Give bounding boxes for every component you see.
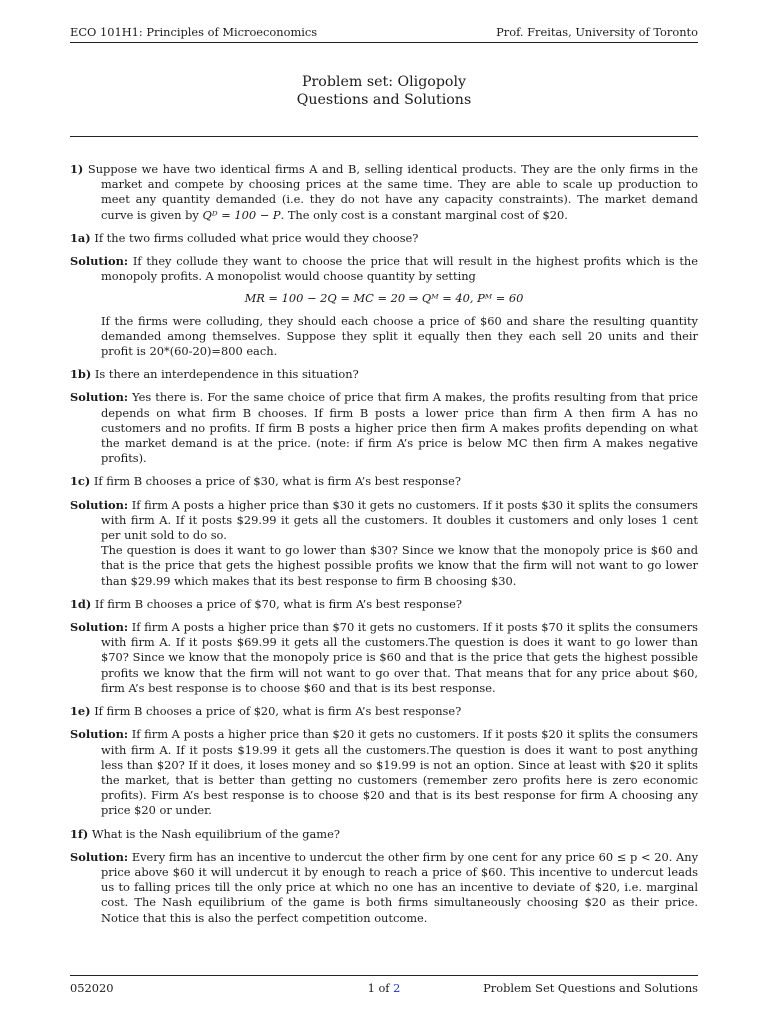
question-1d-number: 1d) [70,596,92,611]
question-1a-number: 1a) [70,230,91,245]
question-1e-text: If firm B chooses a price of $20, what is firm A’s best response? [94,704,462,719]
question-1b [70,367,698,382]
solution-1a-text: If they collude they want to choose the price that will result in the highest profits which is the monopoly profits. A monopolist would choose quantity by setting [101,254,698,284]
page-total-link[interactable]: 2 [393,981,401,995]
question-1c [70,474,698,489]
question-1d-text: If firm B chooses a price of $70, what is firm A’s best response? [94,596,462,611]
solution-1e [70,727,698,818]
document-title [70,73,698,109]
running-header [70,24,698,43]
question-1a-text: If the two firms colluded what price would they choose? [94,230,419,245]
solution-1c-text-2: The question is does it want to go lower than $30? Since we know that the monopoly price is $60 and that is the price that gets the highest possible profits we know that the firm will not want to go lower than $29.99 which makes that its best response to firm B choosing $30. [101,543,698,588]
question-1f-text: What is the Nash equilibrium of the game? [91,826,340,841]
solution-1b [70,390,698,466]
solution-1e-text: If firm A posts a higher price than $20 it gets no customers. If it posts $20 it splits the consumers with firm A. If it posts $19.99 it gets all the customers.The question is does it want to post anything less than $20? If it does, it loses money and so $19.99 is not an option. Since at least with $20 it splits the market, that is better than getting no customers (remember zero profits here is zero economic profits). Firm A’s best response is to choose $20 and that is its best response for firm A choosing any price $20 or under. [101,727,698,818]
solution-1f [70,850,698,926]
question-1-text: Suppose we have two identical firms A and B, selling identical products. They are the only firms in the market and compete by choosing prices at the same time. They are able to scale up production to meet any quantity demanded (i.e. they do not have any capacity constraints). The market demand curve is given by [87,162,698,222]
title-line-2: Questions and Solutions [296,92,472,108]
solution-1d-label: Solution: [70,620,129,635]
solution-1a-text-2: If the firms were colluding, they should each choose a price of $60 and share the resulting quantity demanded among themselves. Suppose they split it equally then they each sell 20 units and their profit is 20*(60-20)=800 each. [101,313,698,359]
question-1f [70,827,698,842]
monopoly-equation: MR = 100 − 2Q = MC = 20 ⇒ Qᴹ = 40, Pᴹ = 60 [244,291,524,306]
question-1c-text: If firm B chooses a price of $30, what is firm A’s best response? [93,474,461,489]
demand-equation: Qᴰ = 100 − P [202,207,281,222]
question-1e [70,704,698,719]
solution-1b-text: Yes there is. For the same choice of price that firm A makes, the profits resulting from that price depends on what firm B chooses. If firm B posts a lower price than firm A then firm A has no customers and no profits. If firm B posts a higher price then firm A makes profits depending on what the market demand is at the price. (note: if firm A’s price is below MC then firm A makes negative profits). [101,390,698,466]
page-of: of [378,981,390,995]
solution-1a [70,254,698,359]
question-1 [70,162,698,223]
question-1-number: 1) [70,162,84,176]
instructor-name: Prof. Freitas, University of Toronto [496,25,698,39]
solution-1c [70,498,698,589]
solution-1f-text: Every firm has an incentive to undercut the other firm by one cent for any price 60 ≤ p < 20. Any price above $60 it will undercut it by enough to reach a price of $60. This incentive to undercut leads us to falling prices till the only price at which no one has an incentive to deviate of $20, i.e. marginal cost. The Nash equilibrium of the game is both firms simultaneously choosing $20 as their price. Notice that this is also the perfect competition outcome. [101,849,699,925]
page-current: 1 [367,981,375,995]
question-1d [70,597,698,612]
solution-1c-label: Solution: [70,497,129,512]
solution-1d-text: If firm A posts a higher price than $70 it gets no customers. If it posts $70 it splits the consumers with firm A. If it posts $69.99 it gets all the customers.The question is does it want to go lower than $70? Since we know that the monopoly price is $60 and that is the price that gets the highest possible profits we know that the firm will not want to go over that. That means that for any price about $60, firm A’s best response is to choose $60 and that is its best response. [101,620,698,695]
document-body [70,162,698,934]
question-1e-number: 1e) [70,704,91,719]
solution-1c-text: If firm A posts a higher price than $30 it gets no customers. If it posts $30 it splits the consumers with firm A. If it posts $29.99 it gets all the customers. It doubles it customers and only loses 1 cent per unit sold to do so. [101,497,698,543]
question-1b-text: Is there an interdependence in this situation? [94,367,359,382]
question-1-text-end: . The only cost is a constant marginal cost of $20. [280,207,568,222]
footer-date-code: 052020 [70,981,114,995]
question-1a [70,231,698,246]
question-1b-number: 1b) [70,367,92,382]
solution-1b-label: Solution: [70,390,129,405]
footer-document-name: Problem Set Questions and Solutions [483,981,698,995]
question-1c-number: 1c) [70,474,91,489]
solution-1e-label: Solution: [70,727,129,742]
solution-1f-label: Solution: [70,849,129,864]
title-divider [70,136,698,137]
title-line-1: Problem set: Oligopoly [301,74,467,90]
course-title: ECO 101H1: Principles of Microeconomics [70,25,318,39]
solution-1d [70,620,698,696]
running-footer [70,975,698,995]
question-1f-number: 1f) [70,826,89,841]
solution-1a-label: Solution: [70,254,129,269]
